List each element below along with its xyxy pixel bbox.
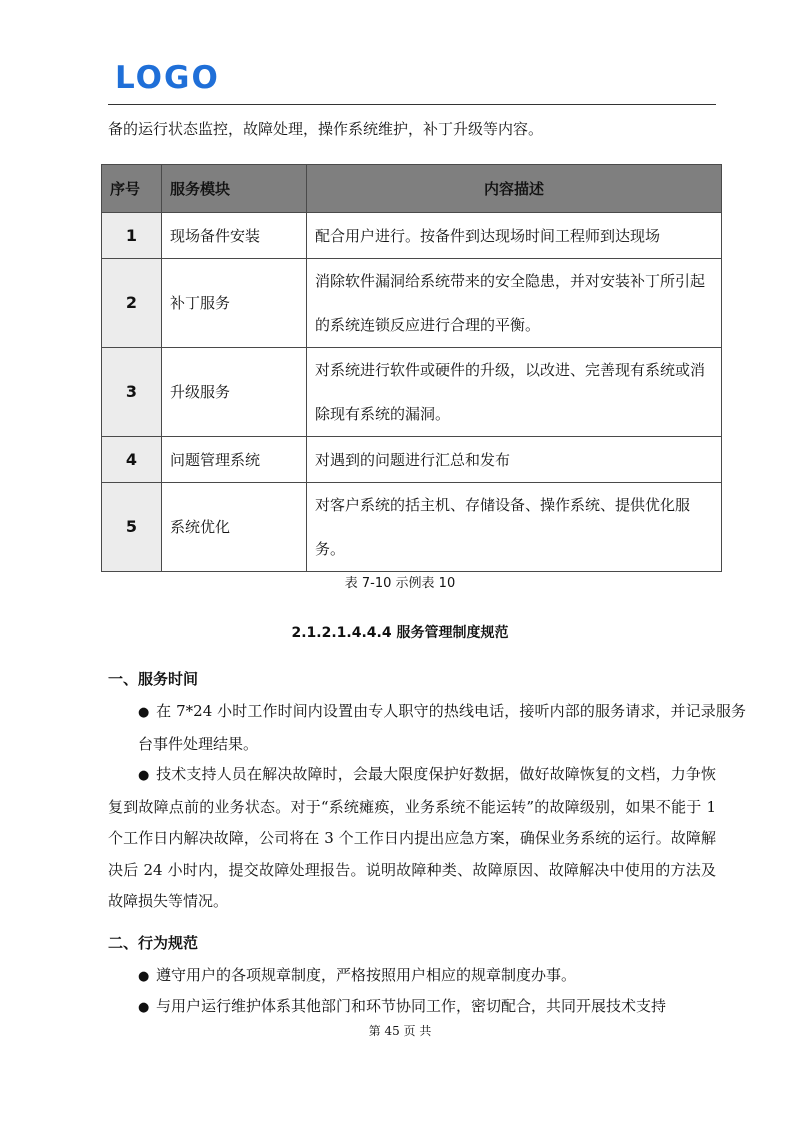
row-description: 对系统进行软件或硬件的升级，以改进、完善现有系统或消除现有系统的漏洞。 — [307, 348, 722, 437]
row-number: 2 — [102, 259, 162, 348]
row-description: 配合用户进行。按备件到达现场时间工程师到达现场 — [307, 213, 722, 259]
table-caption: 表 7-10 示例表 10 — [344, 576, 456, 591]
service-table — [101, 164, 722, 572]
row-module: 系统优化 — [162, 483, 307, 572]
bullet-icon: ● — [138, 969, 150, 984]
row-module: 补丁服务 — [162, 259, 307, 348]
bullet-icon: ● — [138, 1000, 150, 1015]
table-row — [102, 348, 722, 437]
paragraph — [108, 960, 746, 993]
row-module: 现场备件安装 — [162, 213, 307, 259]
row-description: 对遇到的问题进行汇总和发布 — [307, 437, 722, 483]
row-number: 5 — [102, 483, 162, 572]
header-description: 内容描述 — [307, 165, 722, 213]
header-divider — [108, 104, 716, 105]
table-row — [102, 213, 722, 259]
header-module: 服务模块 — [162, 165, 307, 213]
row-number: 1 — [102, 213, 162, 259]
table-row — [102, 259, 722, 348]
heading-service-time: 一、服务时间 — [108, 670, 199, 688]
paragraph — [108, 759, 716, 918]
header-seq: 序号 — [102, 165, 162, 213]
heading-conduct: 二、行为规范 — [108, 934, 199, 952]
paragraph-text: 与用户运行维护体系其他部门和环节协同工作，密切配合，共同开展技术支持 — [156, 997, 667, 1015]
bullet-icon: ● — [138, 768, 150, 783]
paragraph — [108, 991, 746, 1024]
paragraph-text: 技术支持人员在解决故障时，会最大限度保护好数据，做好故障恢复的文档，力争恢复到故障点前的业务状态。对于“系统瘫痪，业务系统不能运转”的故障级别，如果不能于 1 个工作日内解决故障，公司将在 3 个工作日内提出应急方案，确保业务系统的运行。故障解决后 24 小时内，提交故障处理报告。说明故障种类、故障原因、故障解决中使用的方法及故障损失等情况。 — [108, 765, 716, 910]
table-row — [102, 483, 722, 572]
row-description: 对客户系统的括主机、存储设备、操作系统、提供优化服务。 — [307, 483, 722, 572]
page-footer: 第 45 页 共 — [368, 1024, 432, 1038]
intro-text: 备的运行状态监控，故障处理，操作系统维护，补丁升级等内容。 — [108, 120, 544, 138]
row-module: 升级服务 — [162, 348, 307, 437]
table-header-row — [102, 165, 722, 213]
paragraph-text: 遵守用户的各项规章制度，严格按照用户相应的规章制度办事。 — [156, 966, 577, 984]
paragraph-text: 在 7*24 小时工作时间内设置由专人职守的热线电话，接听内部的服务请求，并记录服务台事件处理结果。 — [138, 702, 746, 753]
row-number: 3 — [102, 348, 162, 437]
bullet-icon: ● — [138, 705, 150, 720]
table-row — [102, 437, 722, 483]
row-module: 问题管理系统 — [162, 437, 307, 483]
section-title: 2.1.2.1.4.4.4 服务管理制度规范 — [291, 625, 509, 641]
logo: LOGO — [115, 60, 220, 96]
row-description: 消除软件漏洞给系统带来的安全隐患，并对安装补丁所引起的系统连锁反应进行合理的平衡。 — [307, 259, 722, 348]
paragraph — [108, 696, 746, 760]
row-number: 4 — [102, 437, 162, 483]
